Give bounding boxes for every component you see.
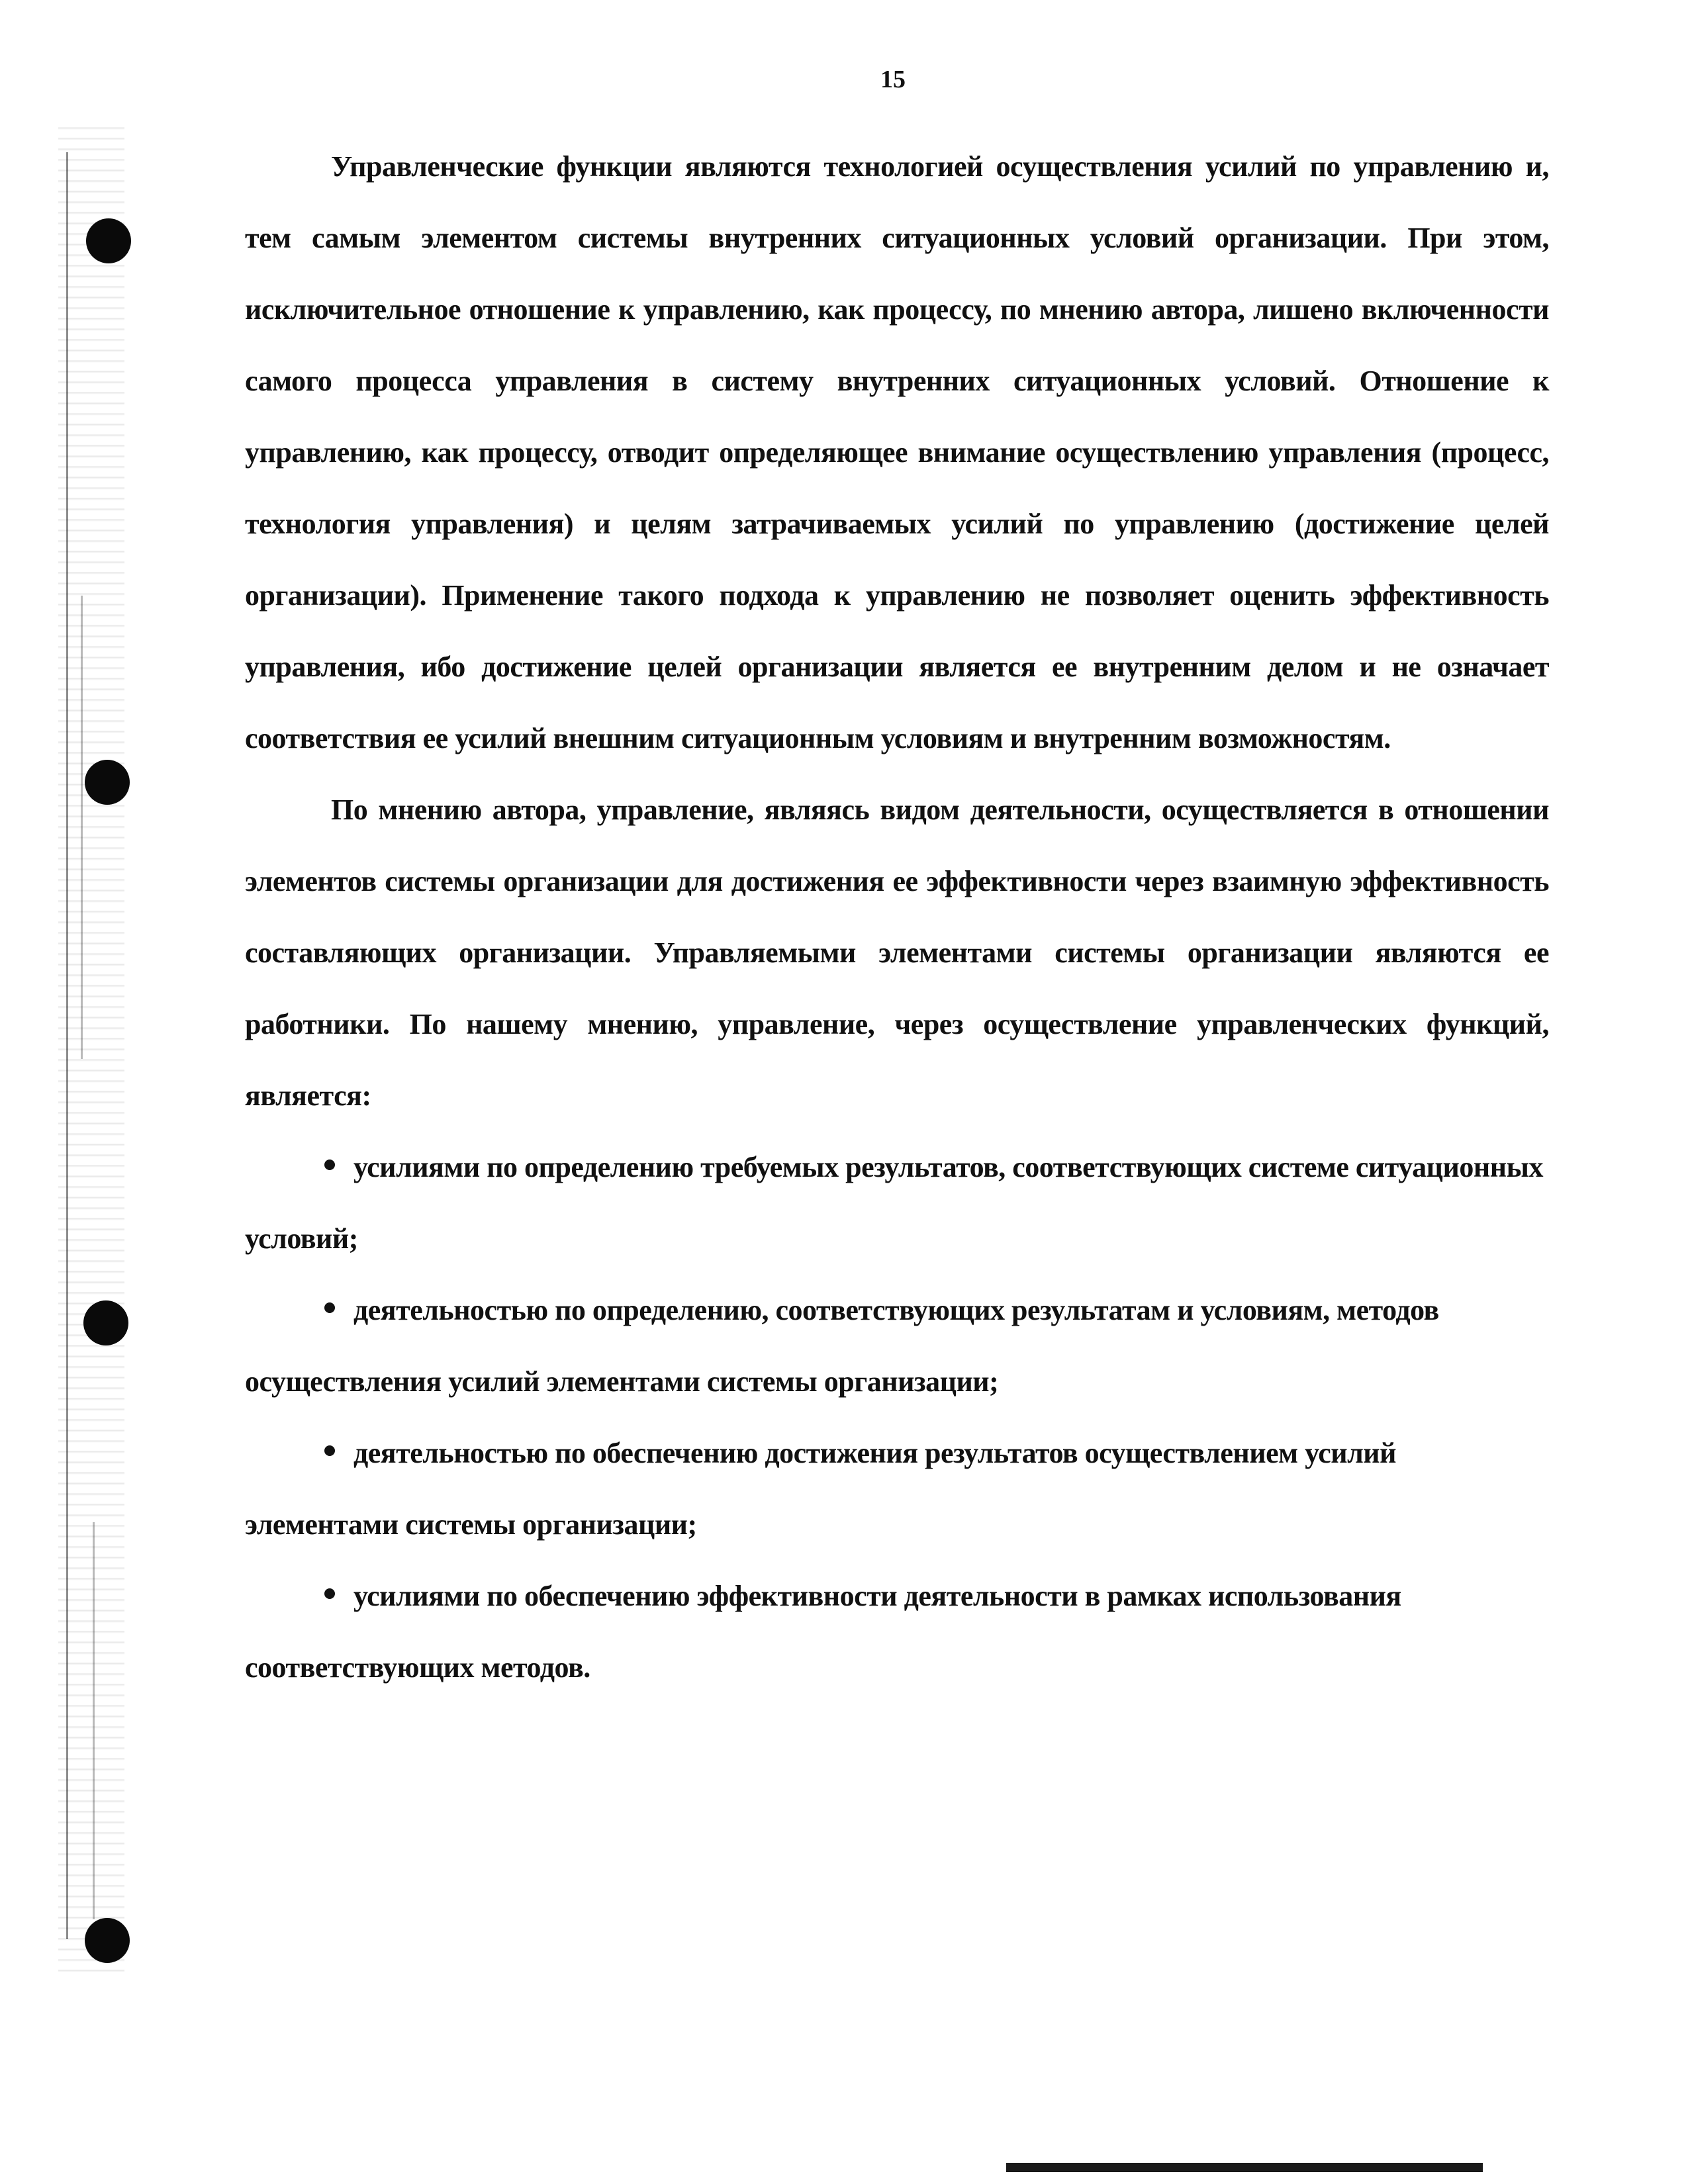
scan-edge-line <box>81 596 83 1059</box>
list-item-text: усилиями по определению требуемых результатов, соответствующих системе ситуационных условий; <box>245 1151 1543 1255</box>
binder-hole <box>85 760 130 805</box>
paragraph: По мнению автора, управление, являясь видом деятельности, осуществляется в отношении элементов системы организации для достижения ее эффективности через взаимную эффективность составляющих организации. Управляемыми элементами системы организации являются ее работники. По нашему мнению, управление, через осуществление управленческих функций, является: <box>245 794 1549 1112</box>
scan-edge-line <box>66 152 68 1939</box>
document-body <box>245 131 1549 1704</box>
list-item-text: деятельностью по обеспечению достижения результатов осуществлением усилий элементами системы организации; <box>245 1437 1396 1541</box>
bullet-icon <box>324 1160 335 1170</box>
list-item <box>245 1561 1549 1704</box>
scan-bottom-artifact <box>1006 2163 1483 2172</box>
list-item-text: деятельностью по определению, соответствующих результатам и условиям, методов осуществления усилий элементами системы организации; <box>245 1294 1439 1398</box>
binder-hole <box>85 1918 130 1963</box>
scan-edge-line <box>93 1522 95 1919</box>
bullet-icon <box>324 1302 335 1313</box>
list-item-text: усилиями по обеспечению эффективности деятельности в рамках использования соответствующих методов. <box>245 1580 1401 1684</box>
list-item <box>245 1132 1549 1275</box>
binder-hole <box>83 1300 128 1345</box>
list-item <box>245 1418 1549 1561</box>
bullet-icon <box>324 1588 335 1599</box>
bullet-icon <box>324 1445 335 1456</box>
page-number: 15 <box>880 66 906 93</box>
paragraph: Управленческие функции являются технологией осуществления усилий по управлению и, тем самым элементом системы внутренних ситуационных условий организации. При этом, исключительное отношение к управлению, как процессу, по мнению автора, лишено включенности самого процесса управления в систему внутренних ситуационных условий. Отношение к управлению, как процессу, отводит определяющее внимание осуществлению управления (процесс, технология управления) и целям затрачиваемых усилий по управлению (достижение целей организации). Применение такого подхода к управлению не позволяет оценить эффективность управления, ибо достижение целей организации является ее внутренним делом и не означает соответствия ее усилий внешним ситуационным условиям и внутренним возможностям. <box>245 150 1549 754</box>
scan-edge-noise <box>58 119 124 1972</box>
list-item <box>245 1275 1549 1418</box>
binder-hole <box>86 218 131 263</box>
